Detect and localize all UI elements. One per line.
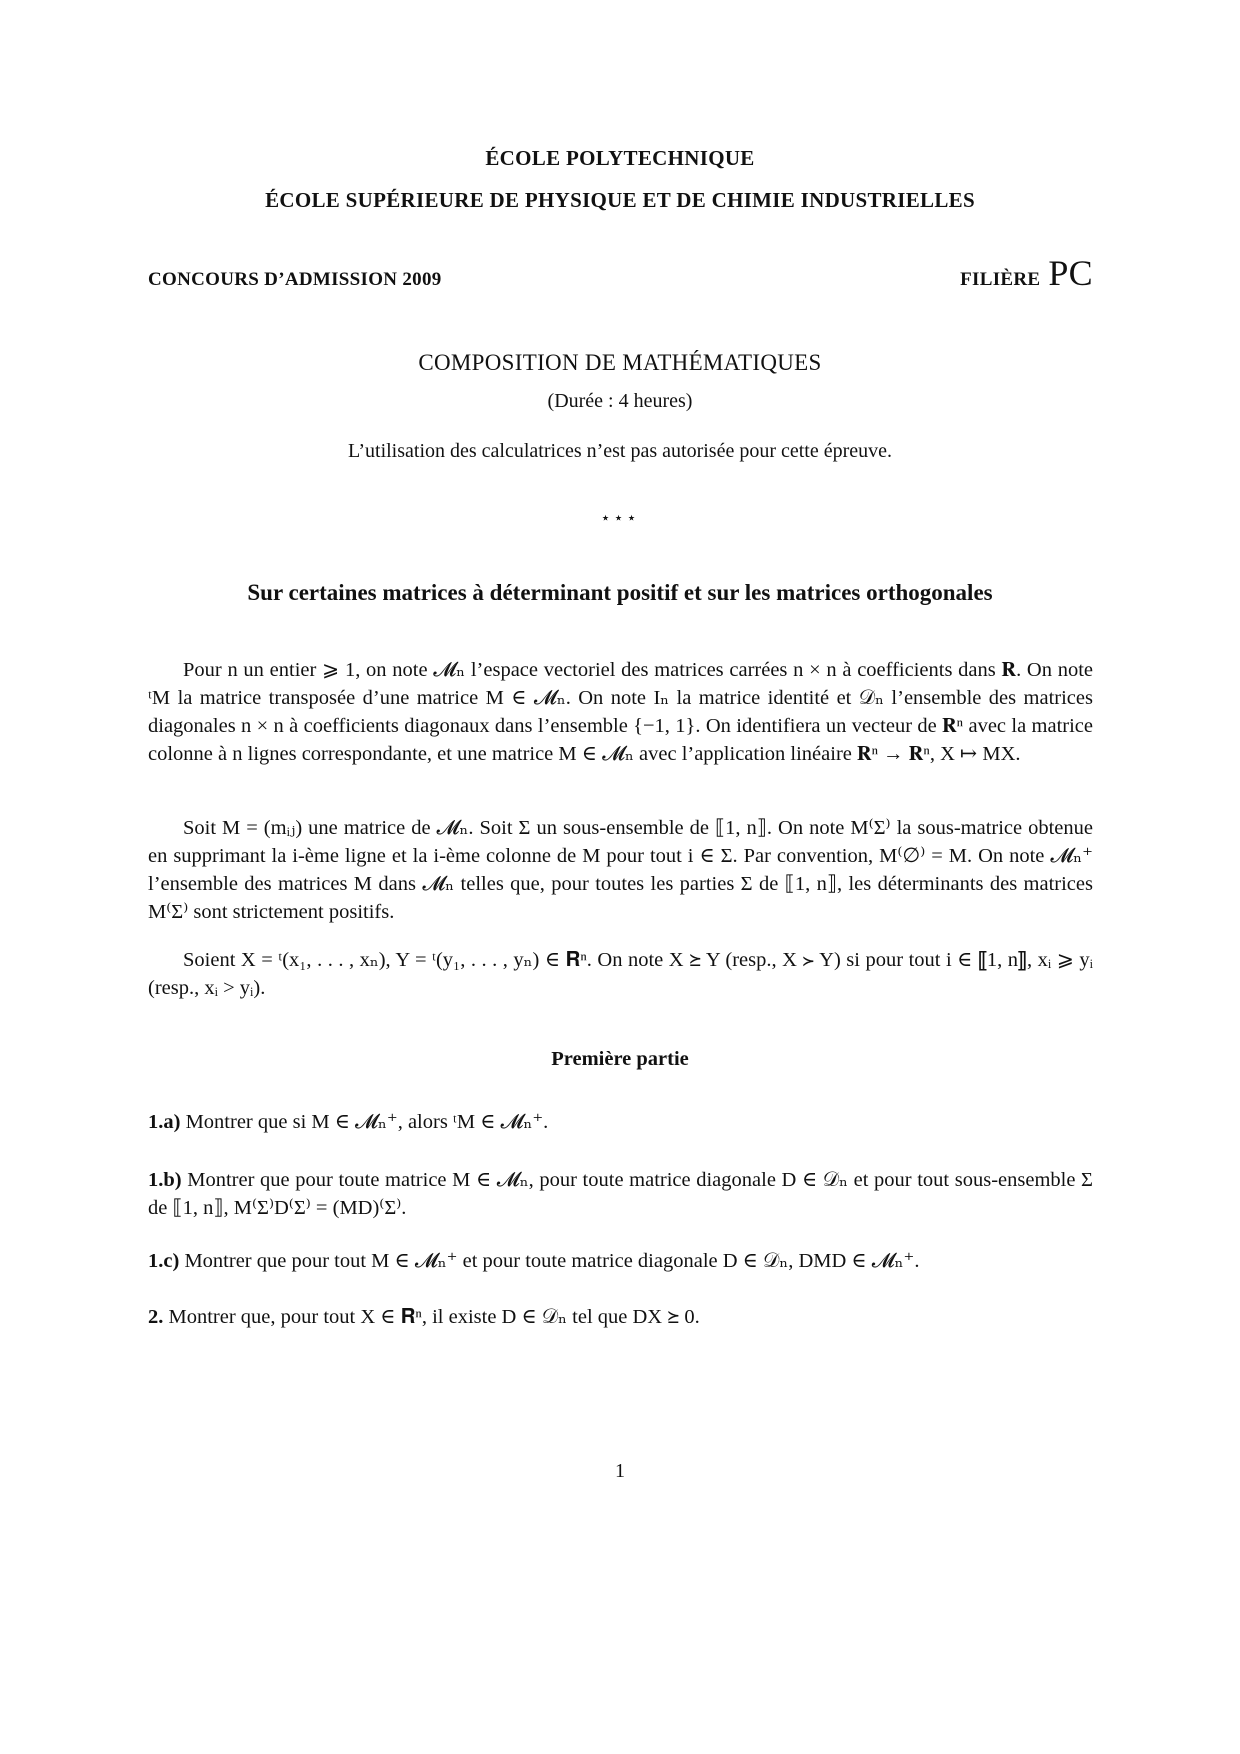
contest-label: CONCOURS D’ADMISSION 2009 xyxy=(148,269,442,290)
intro-paragraph-1: Pour n un entier ⩾ 1, on note 𝓜ₙ l’espace vectoriel des matrices carrées n × n à coefficients dans 𝐑. On note ᵗM la matrice transposée d’une matrice M ∈ 𝓜ₙ. On note Iₙ la matrice identité et 𝒟ₙ l’ensemble des matrices diagonales n × n à coefficients diagonaux dans l’ensemble {−1, 1}. On identifiera un vecteur de 𝐑ⁿ avec la matrice colonne à n lignes correspondante, et une matrice M ∈ 𝓜ₙ avec l’application linéaire 𝐑ⁿ → 𝐑ⁿ, X ↦ MX. xyxy=(148,659,1093,765)
header-row xyxy=(148,252,1093,294)
question-text: Montrer que si M ∈ 𝓜ₙ⁺, alors ᵗM ∈ 𝓜ₙ⁺. xyxy=(185,1111,549,1133)
question-1c xyxy=(148,1247,1093,1275)
exam-title: COMPOSITION DE MATHÉMATIQUES xyxy=(418,350,822,375)
intro-paragraph-3: Soient X = ᵗ(x₁, . . . , xₙ), Y = ᵗ(y₁, . . . , yₙ) ∈ 𝐑ⁿ. On note X ⪰ Y (resp., X ≻ Y) si pour tout i ∈ ⟦1, n⟧, xᵢ ⩾ yᵢ (resp., xᵢ > yᵢ). xyxy=(148,949,1093,999)
filiere-code: PC xyxy=(1048,253,1093,293)
question-1b xyxy=(148,1166,1093,1222)
question-text: Montrer que, pour tout X ∈ 𝐑ⁿ, il existe D ∈ 𝒟ₙ tel que DX ⪰ 0. xyxy=(168,1306,700,1328)
question-2 xyxy=(148,1303,1093,1331)
exam-notice: L’utilisation des calculatrices n’est pas autorisée pour cette épreuve. xyxy=(347,440,893,462)
separator-stars: ⋆⋆⋆ xyxy=(600,510,640,527)
school-name-2: ÉCOLE SUPÉRIEURE DE PHYSIQUE ET DE CHIMIE INDUSTRIELLES xyxy=(265,188,975,212)
school-name-1: ÉCOLE POLYTECHNIQUE xyxy=(485,146,755,170)
intro-paragraph-2: Soit M = (mᵢⱼ) une matrice de 𝓜ₙ. Soit Σ un sous-ensemble de ⟦1, n⟧. On note M⁽Σ⁾ la sous-matrice obtenue en supprimant la i-ème ligne et la i-ème colonne de M pour tout i ∈ Σ. Par convention, M⁽∅⁾ = M. On note 𝓜ₙ⁺ l’ensemble des matrices M dans 𝓜ₙ telles que, pour toutes les parties Σ de ⟦1, n⟧, les déterminants des matrices M⁽Σ⁾ sont strictement positifs. xyxy=(148,817,1093,923)
filiere-label xyxy=(960,252,1093,294)
question-number: 2. xyxy=(148,1306,164,1328)
question-text: Montrer que pour tout M ∈ 𝓜ₙ⁺ et pour toute matrice diagonale D ∈ 𝒟ₙ, DMD ∈ 𝓜ₙ⁺. xyxy=(184,1250,920,1272)
part-title: Première partie xyxy=(551,1048,689,1070)
question-text: Montrer que pour toute matrice M ∈ 𝓜ₙ, pour toute matrice diagonale D ∈ 𝒟ₙ et pour tout sous-ensemble Σ de ⟦1, n⟧, M⁽Σ⁾D⁽Σ⁾ = (MD)⁽Σ⁾. xyxy=(148,1169,1093,1219)
question-number: 1.c) xyxy=(148,1250,180,1272)
exam-duration: (Durée : 4 heures) xyxy=(547,390,693,412)
question-number: 1.b) xyxy=(148,1169,182,1191)
question-number: 1.a) xyxy=(148,1111,181,1133)
question-1a xyxy=(148,1108,1093,1136)
page-number: 1 xyxy=(615,1460,625,1482)
subject-title: Sur certaines matrices à déterminant positif et sur les matrices orthogonales xyxy=(247,580,993,605)
filiere-text: FILIÈRE xyxy=(960,269,1041,290)
